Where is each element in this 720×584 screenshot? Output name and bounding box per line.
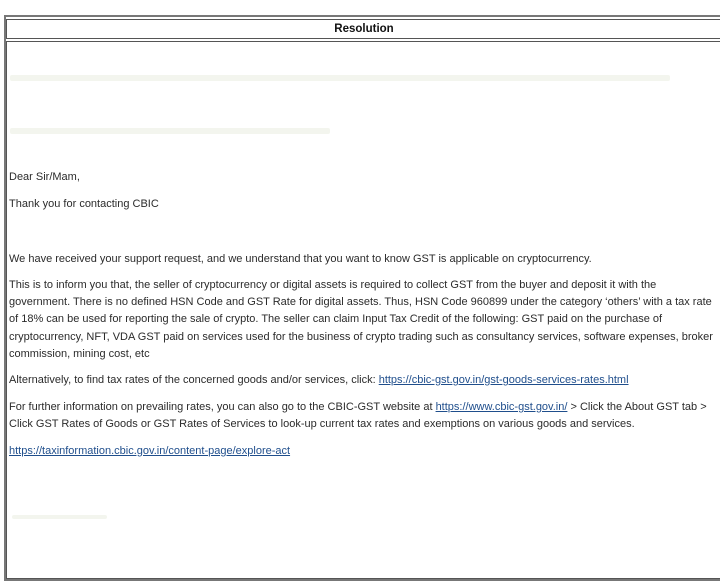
further-suffix: > Click the About GST tab > Click GST Rates of Goods or GST Rates of Services to look-up current tax rates and exemptions on various goods and services. xyxy=(9,401,707,431)
faded-text-line xyxy=(12,515,107,519)
explore-act-link[interactable]: https://taxinformation.cbic.gov.in/content-page/explore-act xyxy=(9,445,291,457)
resolution-header: Resolution xyxy=(6,19,720,39)
request-received: We have received your support request, and we understand that you want to know GST is applicable on cryptocurrency. xyxy=(9,253,592,265)
cbic-gst-link[interactable]: https://www.cbic-gst.gov.in/ xyxy=(435,401,568,413)
thanks-line: Thank you for contacting CBIC xyxy=(9,198,159,210)
explore-line xyxy=(9,443,290,460)
greeting: Dear Sir/Mam, xyxy=(9,171,80,183)
alternative-text: Alternatively, to find tax rates of the concerned goods and/or services, click: xyxy=(9,374,379,386)
alternative-line xyxy=(9,372,629,389)
rates-link[interactable]: https://cbic-gst.gov.in/gst-goods-services-rates.html xyxy=(378,374,629,386)
faded-text-line xyxy=(10,128,330,134)
further-text: For further information on prevailing rates, you can also go to the CBIC-GST website at xyxy=(9,401,436,413)
further-info-paragraph xyxy=(9,399,715,433)
gst-info-paragraph: This is to inform you that, the seller of cryptocurrency or digital assets is required to collect GST from the buyer and deposit it with the government. There is no defined HSN Code and GST Rate for digital assets. Thus, HSN Code 960899 under the category ‘others’ with a tax rate of 18% can be used for reporting the sale of crypto. The seller can claim Input Tax Credit of the following: GST paid on the purchase of cryptocurrency, NFT, VDA GST paid on services used for the business of crypto trading such as consultancy services, software expenses, broker commission, mining cost, etc xyxy=(9,279,713,360)
faded-text-line xyxy=(10,75,670,81)
